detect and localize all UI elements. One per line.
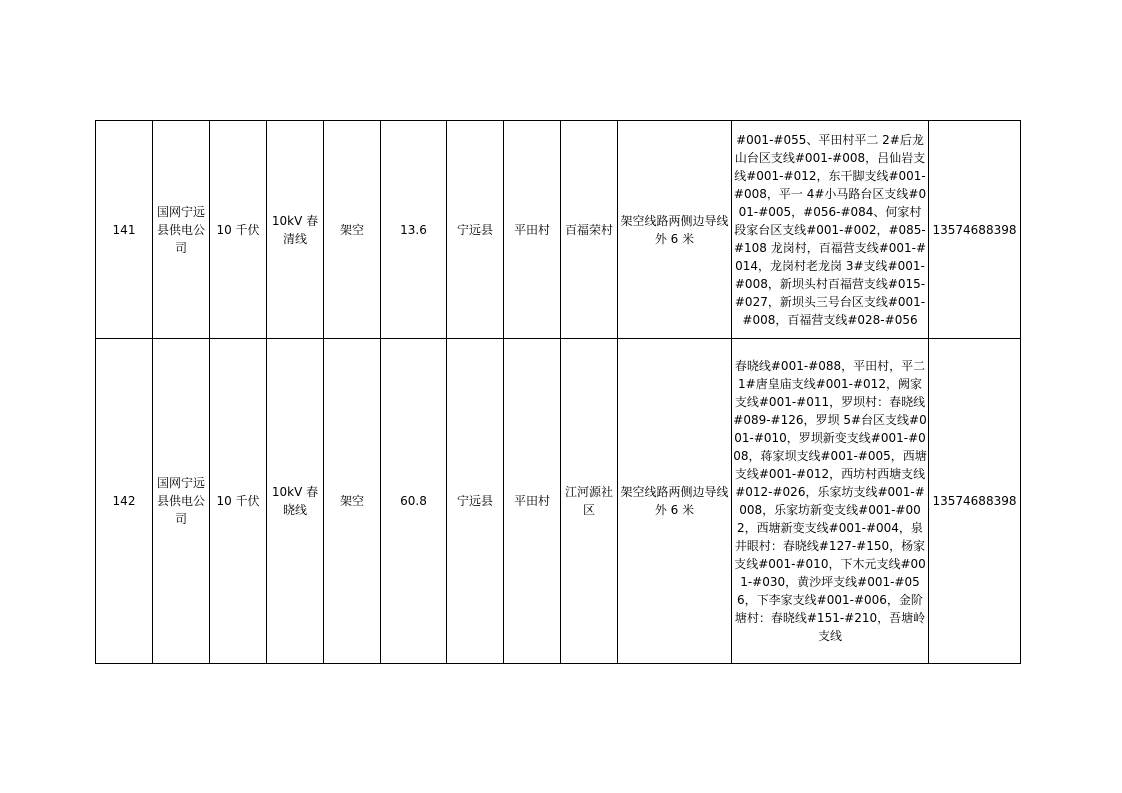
county-cell: 宁远县 <box>447 121 504 339</box>
phone-cell: 13574688398 <box>929 339 1021 664</box>
voltage-cell: 10 千伏 <box>210 339 267 664</box>
line-type-cell: 架空 <box>324 339 381 664</box>
seq-cell: 142 <box>96 339 153 664</box>
line-name-cell: 10kV 春清线 <box>267 121 324 339</box>
protection-zone-cell: 架空线路两侧边导线外 6 米 <box>618 121 732 339</box>
seq-cell: 141 <box>96 121 153 339</box>
unit-cell: 国网宁远县供电公司 <box>153 121 210 339</box>
phone-cell: 13574688398 <box>929 121 1021 339</box>
unit-cell: 国网宁远县供电公司 <box>153 339 210 664</box>
county-cell: 宁远县 <box>447 339 504 664</box>
table-row <box>96 339 1021 664</box>
group-cell: 江河源社区 <box>561 339 618 664</box>
pole-range-cell: 春晓线#001-#088，平田村，平二 1#唐皇庙支线#001-#012，阙家支线#001-#011，罗坝村：春晓线#089-#126，罗坝 5#台区支线#001-#010，罗坝新变支线#001-#008，蒋家坝支线#001-#005，西塘支线#001-#012，西坊村西塘支线#012-#026，乐家坊支线#001-#008，乐家坊新变支线#001-#002，西塘新变支线#001-#004，泉井眼村：春晓线#127-#150，杨家支线#001-#010，下木元支线#001-#030，黄沙坪支线#001-#056，下李家支线#001-#006，金阶塘村：春晓线#151-#210，吾塘岭支线 <box>732 339 929 664</box>
protection-zone-cell: 架空线路两侧边导线外 6 米 <box>618 339 732 664</box>
pole-range-cell: #001-#055、平田村平二 2#后龙山台区支线#001-#008，吕仙岩支线#001-#012，东干脚支线#001-#008，平一 4#小马路台区支线#001-#005，#056-#084、何家村段家台区支线#001-#002，#085-#108 龙岗村，百福营支线#001-#014，龙岗村老龙岗 3#支线#001-#008，新坝头村百福营支线#015-#027，新坝头三号台区支线#001-#008，百福营支线#028-#056 <box>732 121 929 339</box>
village-cell: 平田村 <box>504 339 561 664</box>
group-cell: 百福荣村 <box>561 121 618 339</box>
document-table <box>95 120 1021 664</box>
line-name-cell: 10kV 春晓线 <box>267 339 324 664</box>
length-cell: 13.6 <box>381 121 447 339</box>
line-type-cell: 架空 <box>324 121 381 339</box>
voltage-cell: 10 千伏 <box>210 121 267 339</box>
village-cell: 平田村 <box>504 121 561 339</box>
table-row <box>96 121 1021 339</box>
length-cell: 60.8 <box>381 339 447 664</box>
